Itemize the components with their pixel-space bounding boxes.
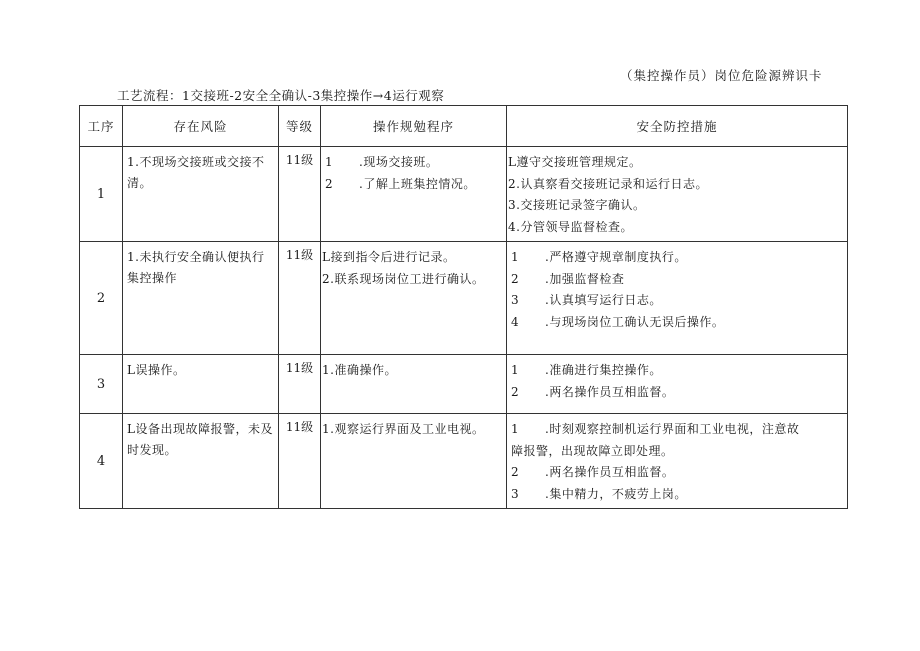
measures-cell — [507, 242, 848, 355]
table-row — [80, 355, 848, 414]
measure-item: 3 .认真填写运行日志。 — [511, 293, 662, 307]
document-title: （集控操作员）岗位危险源辨识卡 — [620, 68, 823, 83]
measure-item: 2 .两名操作员互相监督。 — [511, 465, 675, 479]
procedure-item: 2.联系现场岗位工进行确认。 — [322, 271, 485, 286]
step-number: 4 — [80, 414, 123, 509]
procedure-item: 1.观察运行界面及工业电视。 — [322, 422, 485, 436]
header-step: 工序 — [80, 106, 123, 147]
step-number: 1 — [80, 147, 123, 242]
risk-text: L误操作。 — [127, 363, 186, 377]
procedure-cell — [321, 355, 507, 414]
measure-item: 1 .准确进行集控操作。 — [511, 363, 662, 377]
measure-item: 3.交接班记录签字确认。 — [508, 198, 646, 212]
measure-item: 4 .与现场岗位工确认无误后操作。 — [511, 314, 725, 329]
measure-item: 3 .集中精力，不疲劳上岗。 — [511, 486, 687, 501]
level-cell: 11级 — [279, 355, 321, 414]
table-row — [80, 147, 848, 242]
step-number: 2 — [80, 242, 123, 355]
measures-cell — [507, 414, 848, 509]
measure-item: 2.认真察看交接班记录和运行日志。 — [508, 176, 708, 191]
table-row — [80, 414, 848, 509]
procedure-cell — [321, 242, 507, 355]
measure-item: 1 .严格遵守规章制度执行。 — [511, 250, 687, 264]
procedure-cell — [321, 147, 507, 242]
risk-identification-table — [79, 105, 848, 509]
procedure-item: 2 .了解上班集控情况。 — [325, 176, 476, 191]
measures-cell — [507, 147, 848, 242]
procedure-cell — [321, 414, 507, 509]
header-measures: 安全防控措施 — [507, 106, 848, 147]
measure-item: L遵守交接班管理规定。 — [508, 155, 642, 169]
measure-item: 2 .两名操作员互相监督。 — [511, 384, 675, 399]
header-procedure: 操作规勉程序 — [321, 106, 507, 147]
risk-cell — [123, 147, 279, 242]
level-cell: 11级 — [279, 414, 321, 509]
risk-cell — [123, 242, 279, 355]
risk-cell — [123, 355, 279, 414]
measures-cell — [507, 355, 848, 414]
measure-item: 1 .时刻观察控制机运行界面和工业电视，注意故 — [511, 422, 800, 436]
table-header-row — [80, 106, 848, 147]
process-flow: 工艺流程：1交接班-2安全全确认-3集控操作→4运行观察 — [117, 88, 445, 103]
level-cell: 11级 — [279, 242, 321, 355]
procedure-item: 1 .现场交接班。 — [325, 155, 439, 169]
risk-text: 1.不现场交接班或交接不清。 — [127, 155, 265, 190]
header-risk: 存在风险 — [123, 106, 279, 147]
risk-text: 1.未执行安全确认便执行集控操作 — [127, 250, 265, 285]
procedure-item: L接到指令后进行记录。 — [322, 250, 456, 264]
procedure-item: 1.准确操作。 — [322, 363, 397, 377]
level-cell: 11级 — [279, 147, 321, 242]
measure-item: 障报警，出现故障立即处理。 — [511, 443, 674, 458]
step-number: 3 — [80, 355, 123, 414]
risk-cell — [123, 414, 279, 509]
risk-text: L设备出现故障报警，未及时发现。 — [127, 422, 273, 457]
header-level: 等级 — [279, 106, 321, 147]
measure-item: 4.分管领导监督检查。 — [508, 219, 633, 234]
table-row — [80, 242, 848, 355]
measure-item: 2 .加强监督检查 — [511, 271, 625, 286]
